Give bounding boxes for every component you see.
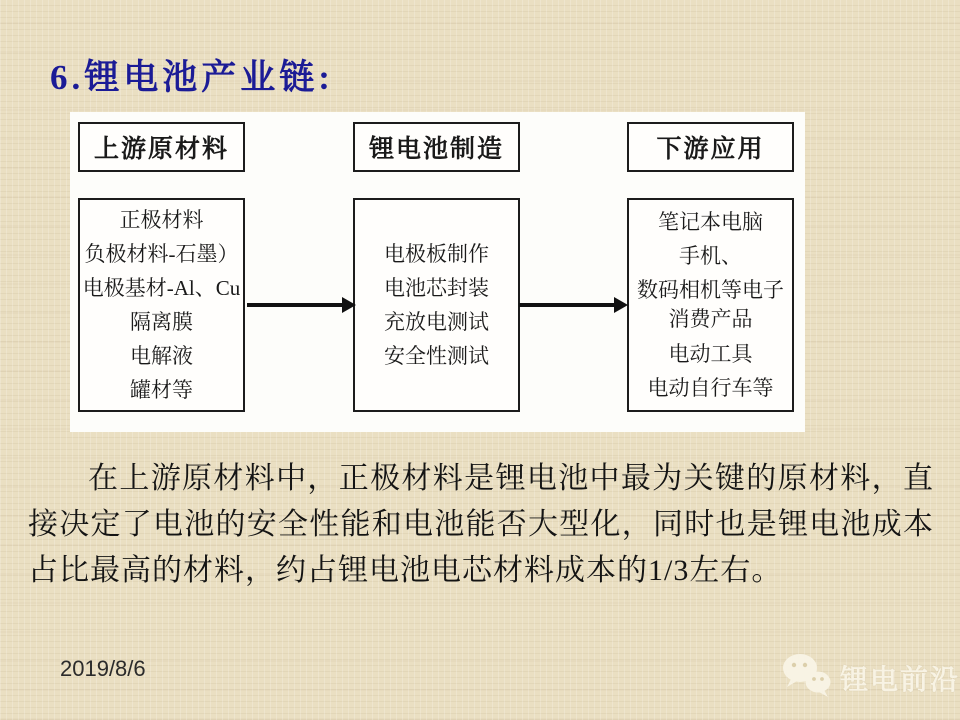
manufacturing-header-box: 锂电池制造 [353, 122, 520, 172]
list-item: 电极基材-Al、Cu [82, 276, 241, 300]
upstream-header-box: 上游原材料 [78, 122, 245, 172]
manufacturing-content-box [353, 198, 520, 412]
downstream-header-box: 下游应用 [627, 122, 794, 172]
flow-arrow-manufacturing-to-downstream [519, 303, 615, 307]
list-item: 电动自行车等 [647, 376, 774, 400]
list-item: 负极材料-石墨） [84, 242, 239, 266]
list-item: 正极材料 [119, 208, 204, 232]
diagram-column-manufacturing [353, 112, 520, 432]
list-item: 数码相机等电子消费产品 [637, 278, 784, 331]
list-item: 电极板制作 [384, 242, 489, 266]
list-item: 电解液 [130, 344, 193, 368]
upstream-content-box [78, 198, 245, 412]
body-paragraph: 在上游原材料中，正极材料是锂电池中最为关键的原材料，直接决定了电池的安全性能和电池能否大型化，同时也是锂电池成本占比最高的材料，约占锂电池电芯材料成本的1/3左右。 [28, 462, 934, 587]
industry-chain-diagram [70, 112, 805, 432]
list-item: 充放电测试 [384, 310, 489, 334]
diagram-column-downstream [627, 112, 794, 432]
flow-arrow-upstream-to-manufacturing [247, 303, 343, 307]
list-item: 罐材等 [130, 378, 193, 402]
watermark [780, 652, 960, 703]
slide-date: 2019/8/6 [60, 656, 146, 681]
list-item: 电池芯封装 [384, 276, 489, 300]
diagram-column-upstream [78, 112, 245, 432]
downstream-content-box [627, 198, 794, 412]
slide-title: 6.锂电池产业链: [50, 58, 334, 97]
watermark-label: 锂电前沿 [840, 664, 960, 696]
list-item: 安全性测试 [384, 344, 489, 368]
list-item: 隔离膜 [130, 310, 193, 334]
list-item: 笔记本电脑 [658, 210, 763, 234]
wechat-icon [780, 652, 834, 703]
list-item: 手机、 [679, 244, 742, 268]
list-item: 电动工具 [668, 342, 753, 366]
